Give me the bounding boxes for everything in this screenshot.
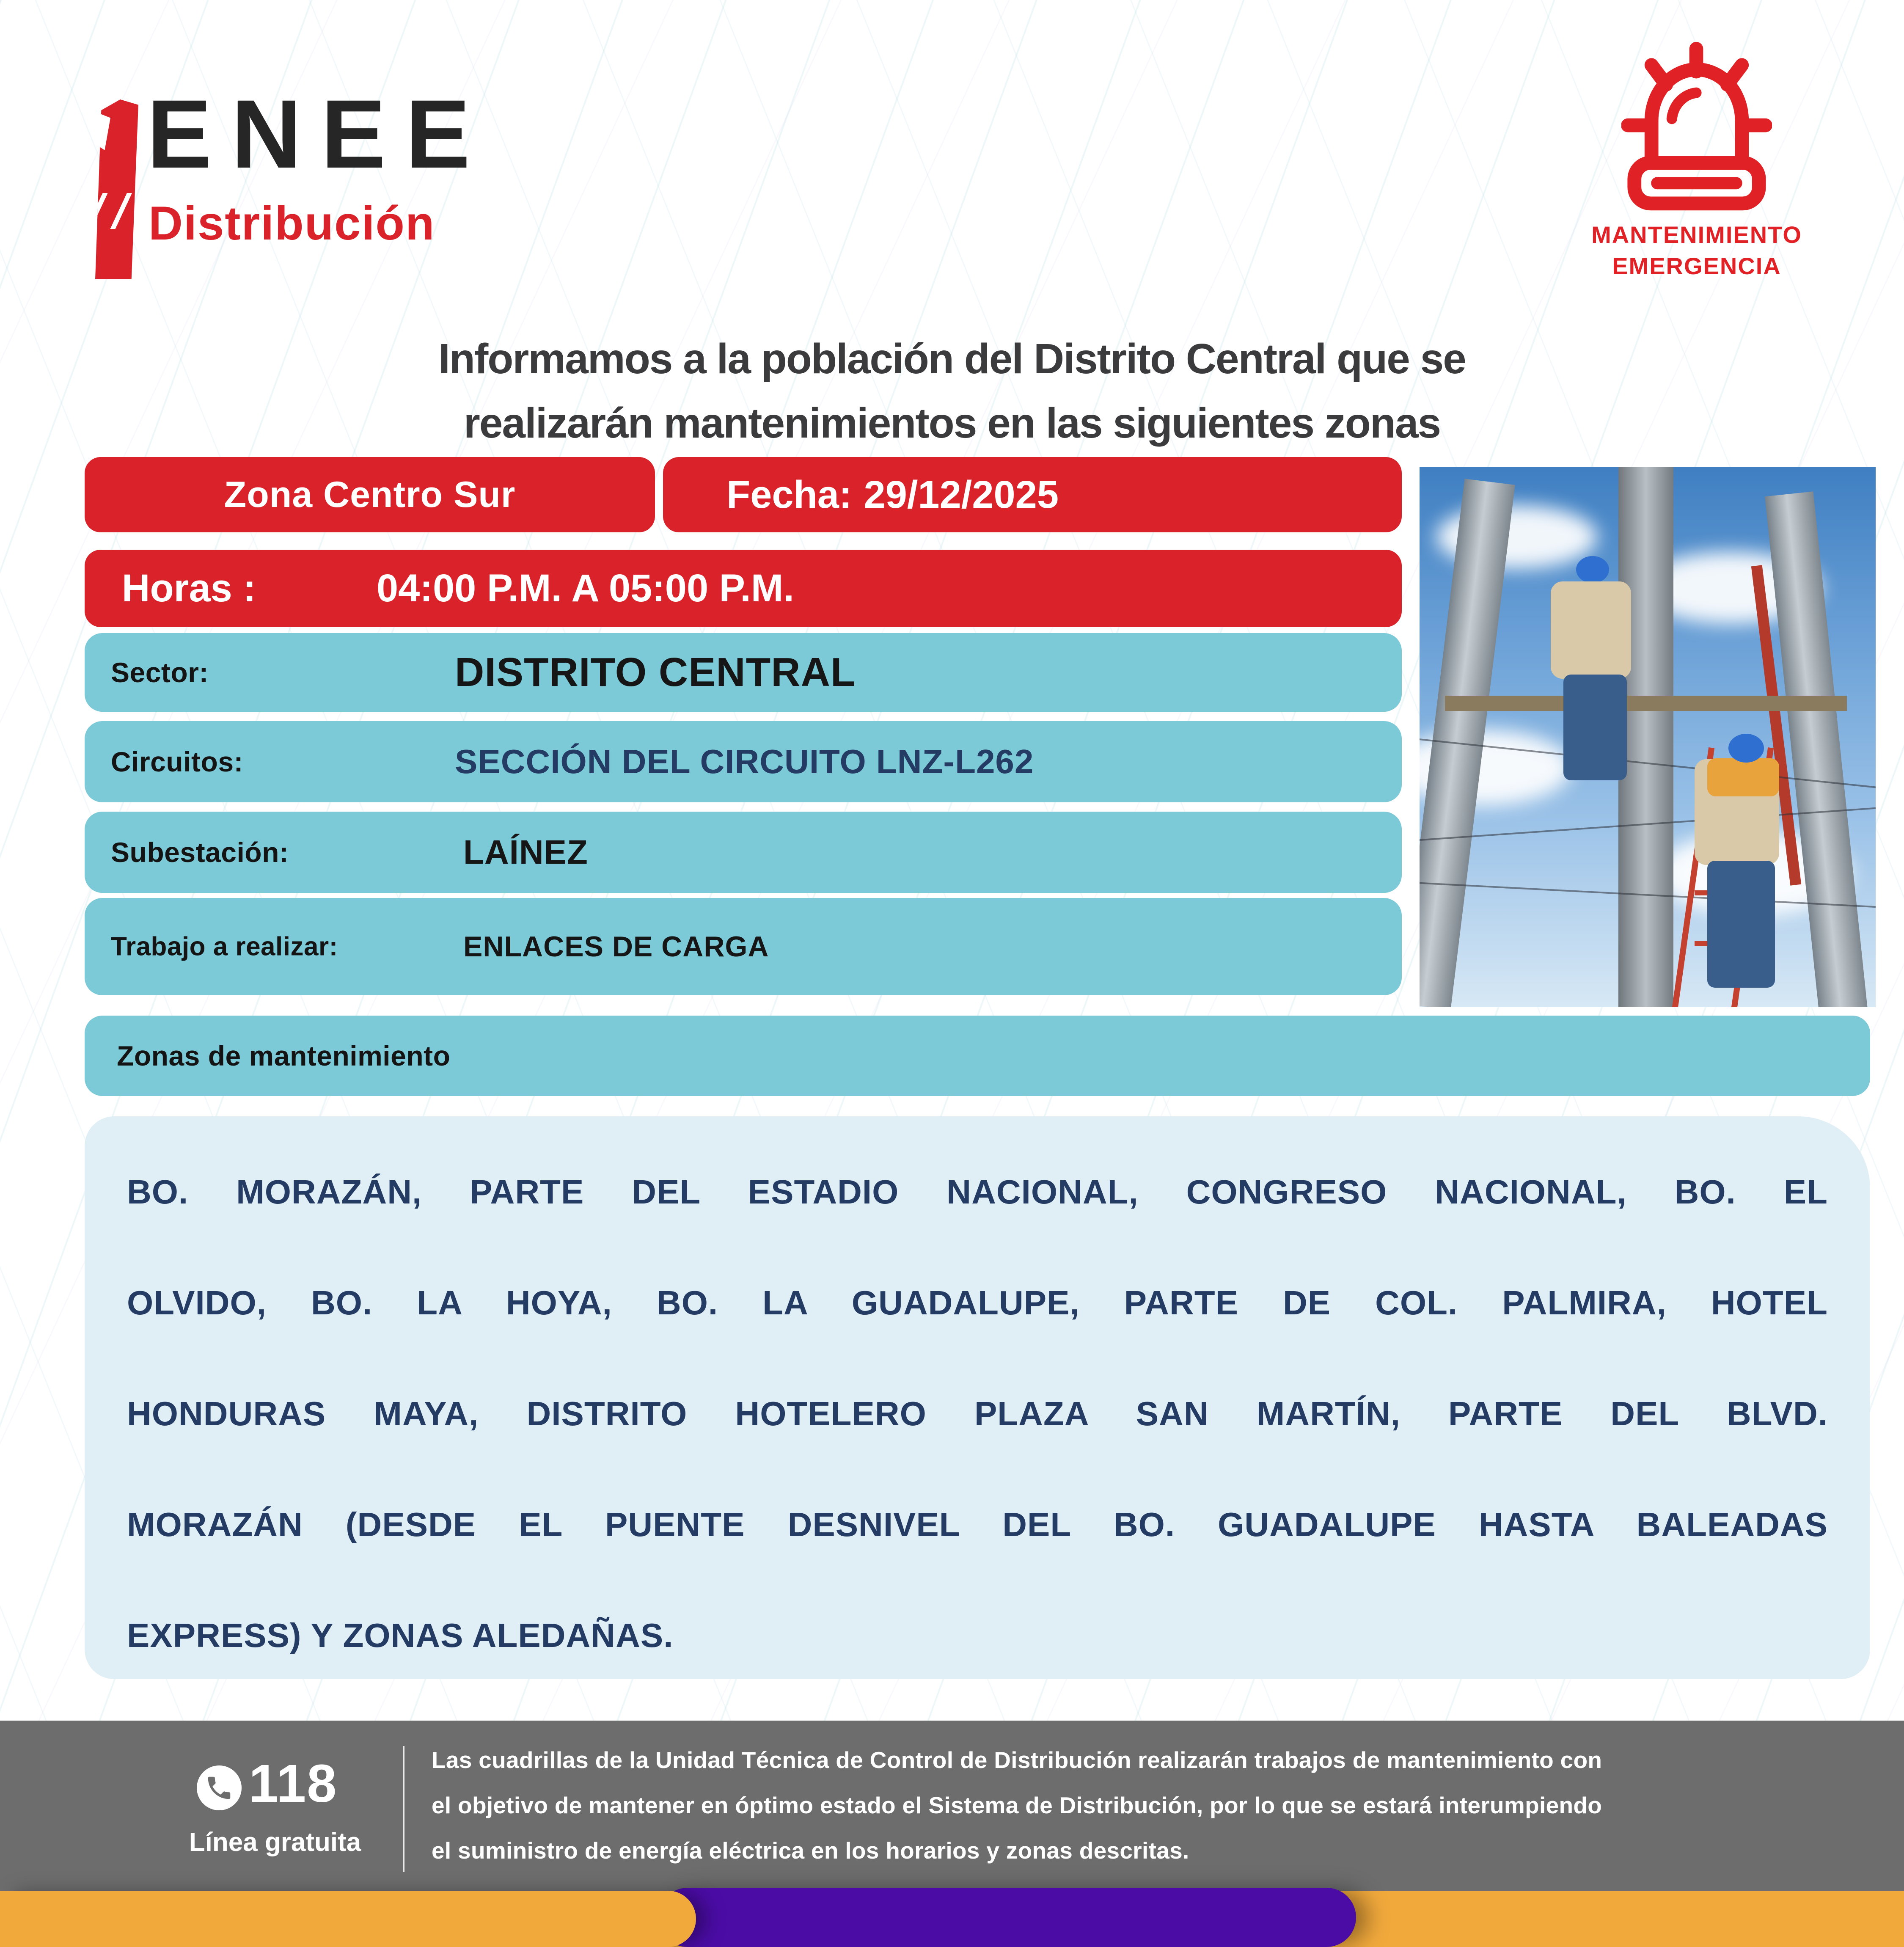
lineman-worker	[1656, 734, 1783, 996]
zone-line: MORAZÁN (DESDE EL PUENTE DESNIVEL DEL BO. GUADALUPE HASTA BALEADAS	[127, 1506, 1828, 1543]
substation-value: LAÍNEZ	[463, 833, 588, 871]
enee-logo	[95, 80, 510, 286]
zone-line: EXPRESS) Y ZONAS ALEDAÑAS.	[127, 1617, 674, 1654]
sector-value: DISTRITO CENTRAL	[455, 650, 856, 695]
circuits-value: SECCIÓN DEL CIRCUITO LNZ-L262	[455, 743, 1034, 780]
work-value: ENLACES DE CARGA	[463, 931, 769, 963]
work-label: Trabajo a realizar:	[111, 932, 338, 961]
title-line1: Informamos a la población del Distrito Central que se	[438, 335, 1466, 383]
work-row	[85, 898, 1402, 995]
logo-wordmark: ENEE	[147, 80, 490, 188]
sector-row	[85, 633, 1402, 712]
photo-maintenance-workers	[1420, 467, 1876, 1007]
badge-line2: EMERGENCIA	[1612, 253, 1781, 279]
maintenance-zones-box	[85, 1116, 1870, 1679]
hotline-label: Línea gratuita	[189, 1828, 361, 1857]
zone-line: BO. MORAZÁN, PARTE DEL ESTADIO NACIONAL, CONGRESO NACIONAL, BO. EL	[127, 1173, 1828, 1211]
phone-icon	[197, 1765, 242, 1810]
zone-pill	[85, 457, 655, 532]
hours-pill	[85, 550, 1402, 627]
substation-row	[85, 812, 1402, 893]
hours-label: Horas :	[122, 567, 256, 610]
footer-line3: el suministro de energía eléctrica en los horarios y zonas descritas.	[432, 1837, 1189, 1864]
date-value: 29/12/2025	[864, 473, 1059, 516]
badge-text	[1506, 219, 1887, 282]
bottom-bar-orange-left	[0, 1891, 696, 1947]
zone-line: OLVIDO, BO. LA HOYA, BO. LA GUADALUPE, PARTE DE COL. PALMIRA, HOTEL	[127, 1284, 1828, 1322]
date-pill	[663, 457, 1402, 532]
maintenance-zones-header	[85, 1016, 1870, 1096]
footer-divider	[403, 1746, 404, 1872]
substation-label: Subestación:	[111, 837, 289, 868]
hard-hat	[1576, 556, 1609, 583]
hotline-number: 118	[249, 1754, 338, 1813]
footer-line1: Las cuadrillas de la Unidad Técnica de Control de Distribución realizarán trabajos de mantenimiento con	[432, 1747, 1602, 1773]
safety-vest	[1707, 758, 1779, 796]
title-line2: realizarán mantenimientos en las siguientes zonas	[463, 399, 1441, 447]
sector-label: Sector:	[111, 657, 209, 688]
date-label: Fecha:	[726, 473, 852, 516]
circuits-label: Circuitos:	[111, 746, 244, 777]
bottom-bar-purple	[658, 1888, 1356, 1947]
footer	[0, 1721, 1904, 1896]
badge-line1: MANTENIMIENTO	[1591, 221, 1802, 248]
siren-icon	[1621, 38, 1772, 216]
maintenance-zones-label: Zonas de mantenimiento	[117, 1040, 451, 1071]
page-title	[0, 327, 1904, 455]
hours-value: 04:00 P.M. A 05:00 P.M.	[376, 567, 794, 610]
lineman-worker	[1525, 556, 1635, 793]
crossarm	[1445, 696, 1847, 711]
footer-line2: el objetivo de mantener en óptimo estado el Sistema de Distribución, por lo que se estará interumpiendo	[432, 1792, 1602, 1818]
circuits-row	[85, 721, 1402, 802]
hard-hat	[1728, 734, 1764, 763]
zone-label: Zona Centro Sur	[224, 474, 516, 515]
zone-line: HONDURAS MAYA, DISTRITO HOTELERO PLAZA SAN MARTÍN, PARTE DEL BLVD.	[127, 1395, 1828, 1432]
footer-paragraph	[432, 1738, 1887, 1873]
logo-division: Distribución	[149, 197, 435, 250]
emergency-badge	[1506, 34, 1887, 296]
